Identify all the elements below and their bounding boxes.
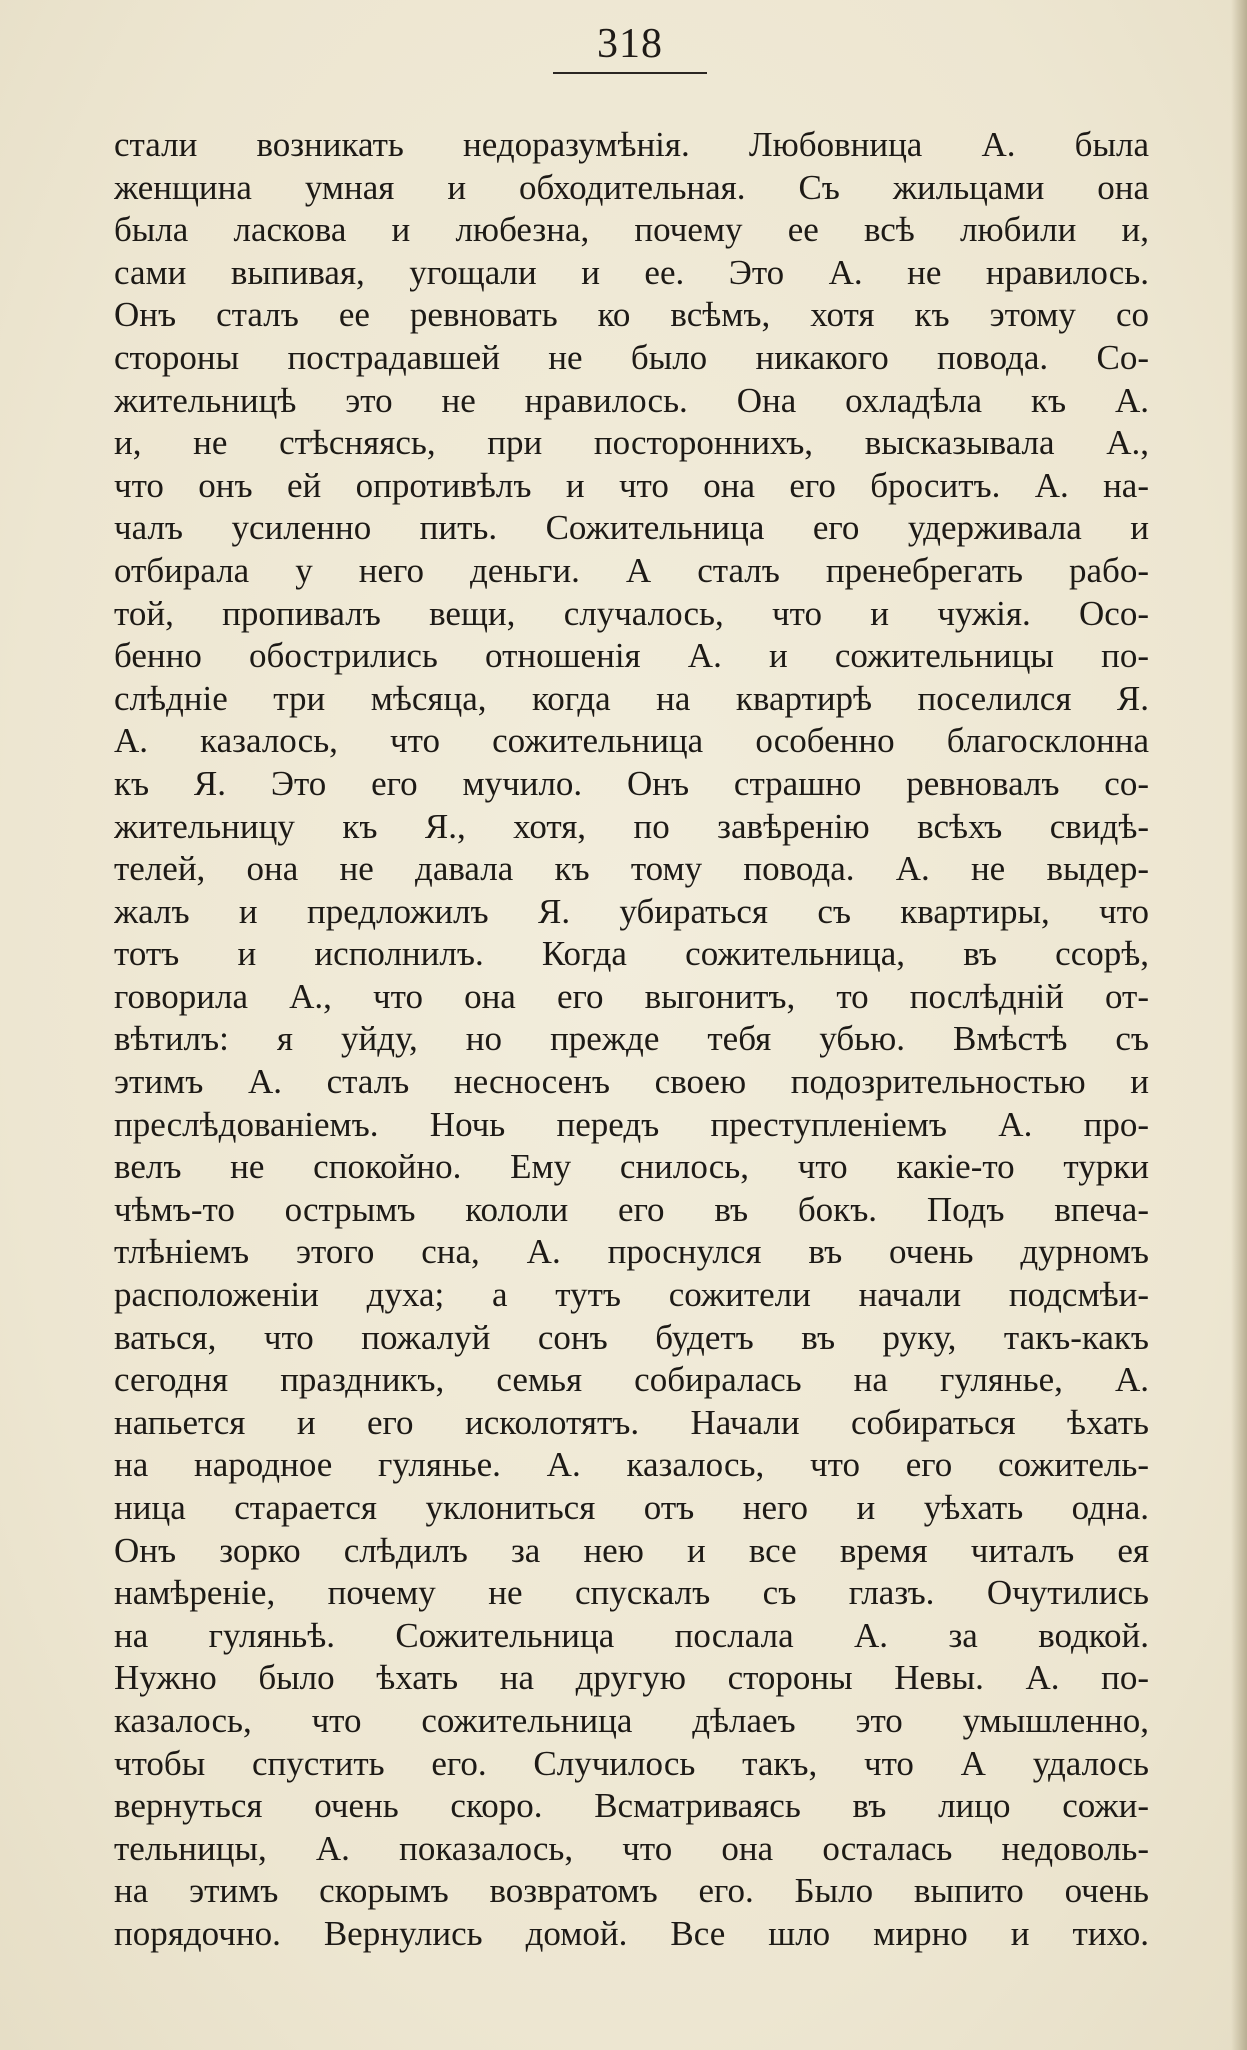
text-line: ваться, что пожалуй сонъ будетъ въ руку, такъ-какъ [114,1317,1149,1357]
text-line: жительницу къ Я., хотя, по завѣренію всѣхъ свидѣ- [114,806,1149,846]
text-line: напьется и его исколотятъ. Начали собираться ѣхать [114,1402,1149,1442]
text-line: той, пропивалъ вещи, случалось, что и чужія. Осо- [114,593,1149,633]
text-line: тельницы, А. показалось, что она осталась недоволь- [114,1828,1149,1868]
text-line: преслѣдованіемъ. Ночь передъ преступленіемъ А. про- [114,1104,1149,1144]
text-line: ница старается уклониться отъ него и уѣхать одна. [114,1488,1149,1527]
text-line: сами выпивая, угощали и ее. Это А. не нравилось. [114,252,1149,292]
page-number: 318 [597,21,663,67]
page-edge-shadow [1231,0,1247,2050]
text-line: Онъ сталъ ее ревновать ко всѣмъ, хотя къ этому со [114,295,1149,335]
text-line: Нужно было ѣхать на другую стороны Невы. А. по- [114,1658,1149,1698]
text-line: что онъ ей опротивѣлъ и что она его броситъ. А. на- [114,465,1149,505]
text-line: слѣдніе три мѣсяца, когда на квартирѣ поселился Я. [114,678,1149,718]
text-line: велъ не спокойно. Ему снилось, что какіе-то турки [114,1147,1149,1187]
text-line: женщина умная и обходительная. Съ жильцами она [114,167,1149,207]
page-header [553,18,707,78]
text-line: на народное гулянье. А. казалось, что его сожитель- [114,1445,1149,1485]
text-line: чтобы спустить его. Случилось такъ, что А удалось [114,1743,1149,1783]
text-line: на гуляньѣ. Сожительница послала А. за водкой. [114,1615,1149,1655]
text-line: чѣмъ-то острымъ кололи его въ бокъ. Подъ впеча- [114,1189,1149,1229]
body-text [114,124,1149,1956]
text-line: говорила А., что она его выгонитъ, то послѣдній от- [114,976,1149,1016]
text-line: жительницѣ это не нравилось. Она охладѣла къ А. [114,380,1149,420]
text-line: порядочно. Вернулись домой. Все шло мирно и тихо. [114,1913,1149,1953]
text-line: къ Я. Это его мучило. Онъ страшно ревновалъ со- [114,763,1149,803]
text-line: расположеніи духа; а тутъ сожители начали подсмѣи- [114,1275,1149,1315]
text-line: намѣреніе, почему не спускалъ съ глазъ. Очутились [114,1573,1149,1613]
text-line: стали возникать недоразумѣнія. Любовница А. была [114,125,1149,164]
text-line: на этимъ скорымъ возвратомъ его. Было выпито очень [114,1871,1149,1911]
text-line: и, не стѣсняясь, при постороннихъ, высказывала А., [114,423,1149,463]
text-line: казалось, что сожительница дѣлаеъ это умышленно, [114,1700,1149,1740]
text-line: телей, она не давала къ тому повода. А. не выдер- [114,849,1149,889]
text-line: А. казалось, что сожительница особенно благосклонна [114,721,1149,761]
text-line: вернуться очень скоро. Всматриваясь въ лицо сожи- [114,1786,1149,1826]
text-line: отбирала у него деньги. А сталъ пренебрегать рабо- [114,550,1149,590]
text-line: бенно обострились отношенія А. и сожительницы по- [114,636,1149,676]
text-line: вѣтилъ: я уйду, но прежде тебя убью. Вмѣстѣ съ [114,1019,1149,1059]
text-line: чалъ усиленно пить. Сожительница его удерживала и [114,508,1149,548]
header-rule [553,72,707,74]
text-line: этимъ А. сталъ несносенъ своею подозрительностью и [114,1062,1149,1102]
text-line: сегодня праздникъ, семья собиралась на гулянье, А. [114,1360,1149,1400]
text-line: Онъ зорко слѣдилъ за нею и все время читалъ ея [114,1530,1149,1570]
text-line: была ласкова и любезна, почему ее всѣ любили и, [114,210,1149,250]
text-line: тотъ и исполнилъ. Когда сожительница, въ ссорѣ, [114,934,1149,974]
text-line: жалъ и предложилъ Я. убираться съ квартиры, что [114,891,1149,931]
text-line: тлѣніемъ этого сна, А. проснулся въ очень дурномъ [114,1232,1149,1272]
text-line: стороны пострадавшей не было никакого повода. Со- [114,337,1149,377]
